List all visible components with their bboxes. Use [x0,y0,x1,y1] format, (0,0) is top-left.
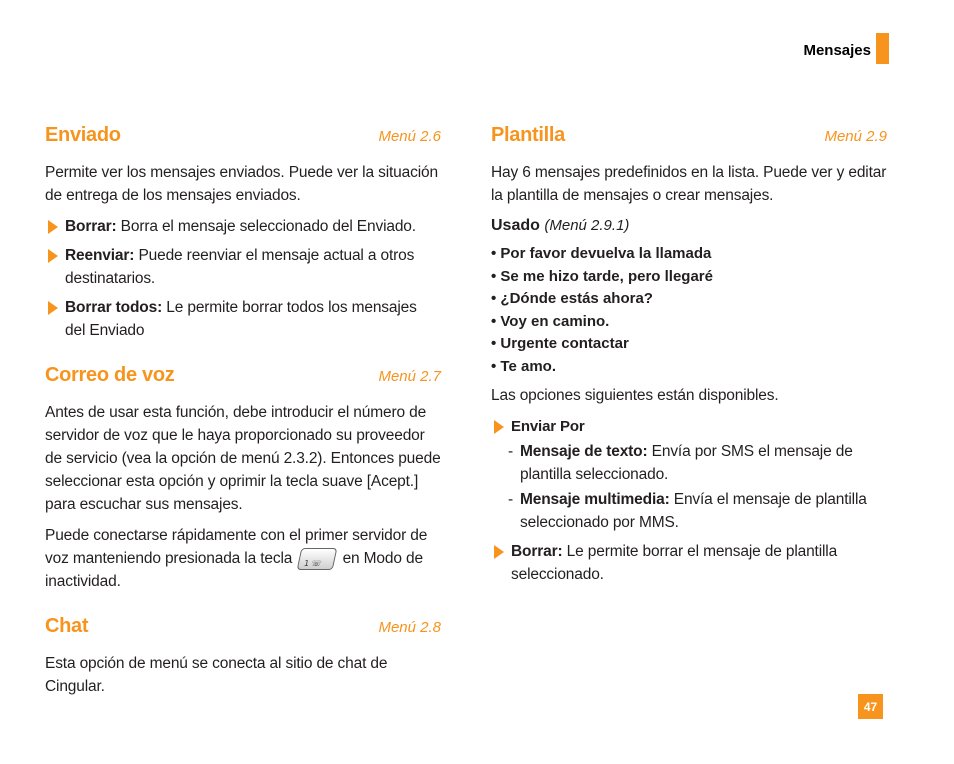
sub-option-item: - Mensaje multimedia: Envía el mensaje de plantilla seleccionado por MMS. [508,491,867,531]
section-title: Chat [45,615,89,637]
section-paragraph: Antes de usar esta función, debe introducir el número de servidor de voz que le haya proporcionado su proveedor de servicio (vea la opción de menú 2.3.2). Entonces puede seleccionar esta opción y oprimir la tecla suave [Acept.] para escuchar sus mensajes. [45,404,441,513]
paragraph-text: en Modo de inactividad. [45,550,423,590]
section-paragraph: Las opciones siguientes están disponibles. [491,387,779,404]
subsection-menu: (Menú 2.9.1) [544,217,630,234]
sub-option-label: Mensaje de texto: [520,443,648,460]
option-label: Enviar Por [511,418,585,435]
section-intro: Hay 6 mensajes predefinidos en la lista. Puede ver y editar la plantilla de mensajes o crear mensajes. [491,164,887,204]
orange-triangle-icon [494,545,504,559]
right-column [491,124,887,592]
menu-number: Menú 2.7 [378,368,441,385]
page-number: 47 [858,694,883,719]
option-item [491,540,887,586]
option-label: Borrar todos: [65,299,163,316]
section-intro: Permite ver los mensajes enviados. Puede ver la situación de entrega de los mensajes enviados. [45,164,438,204]
option-item [45,215,441,238]
sub-option-text: Envía el mensaje de plantilla seleccionado por MMS. [520,491,867,531]
header-accent-bar [876,33,889,64]
section-title: Plantilla [491,124,565,146]
option-item [45,296,441,342]
section-chat-header [45,615,441,638]
menu-number: Menú 2.6 [378,128,441,145]
list-item: • Por favor devuelva la llamada [491,245,712,262]
section-title: Enviado [45,124,121,146]
subsection-heading [491,217,887,235]
section-plantilla-header [491,124,887,147]
option-item [45,244,441,290]
header-title: Mensajes [803,42,871,59]
section-correo-header [45,364,441,387]
sub-option-text: Envía por SMS el mensaje de plantilla seleccionado. [520,443,853,483]
sub-option-label: Mensaje multimedia: [520,491,670,508]
option-label: Borrar: [511,543,563,560]
list-item: • ¿Dónde estás ahora? [491,290,653,307]
section-title: Correo de voz [45,364,175,386]
option-item [491,415,887,438]
section-enviado-header [45,124,441,147]
sub-option-item: - Mensaje de texto: Envía por SMS el mensaje de plantilla seleccionado. [508,443,853,483]
menu-number: Menú 2.8 [378,619,441,636]
orange-triangle-icon [494,420,504,434]
orange-triangle-icon [48,301,58,315]
paragraph-text: Puede conectarse rápidamente con el primer servidor de voz manteniendo presionada la tecla [45,527,428,567]
list-item: • Voy en camino. [491,312,610,330]
option-text: Le permite borrar el mensaje de plantilla seleccionado. [511,543,838,583]
option-label: Reenviar: [65,247,135,264]
subsection-label: Usado [491,217,540,234]
left-column [45,124,441,706]
orange-triangle-icon [48,220,58,234]
voicemail-key-icon: 1 ☏ [297,548,338,570]
template-list [491,243,887,378]
orange-triangle-icon [48,249,58,263]
option-text: Borra el mensaje seleccionado del Enviado. [116,218,416,235]
option-text: Le permite borrar todos los mensajes del Enviado [65,299,417,339]
option-label: Borrar: [65,218,117,235]
menu-number: Menú 2.9 [824,128,887,145]
list-item: • Se me hizo tarde, pero llegaré [491,267,713,285]
list-item: • Urgente contactar [491,335,629,352]
section-paragraph [45,524,441,593]
option-text: Puede reenviar el mensaje actual a otros destinatarios. [65,247,415,287]
list-item: • Te amo. [491,357,556,375]
section-paragraph: Esta opción de menú se conecta al sitio de chat de Cingular. [45,655,388,695]
